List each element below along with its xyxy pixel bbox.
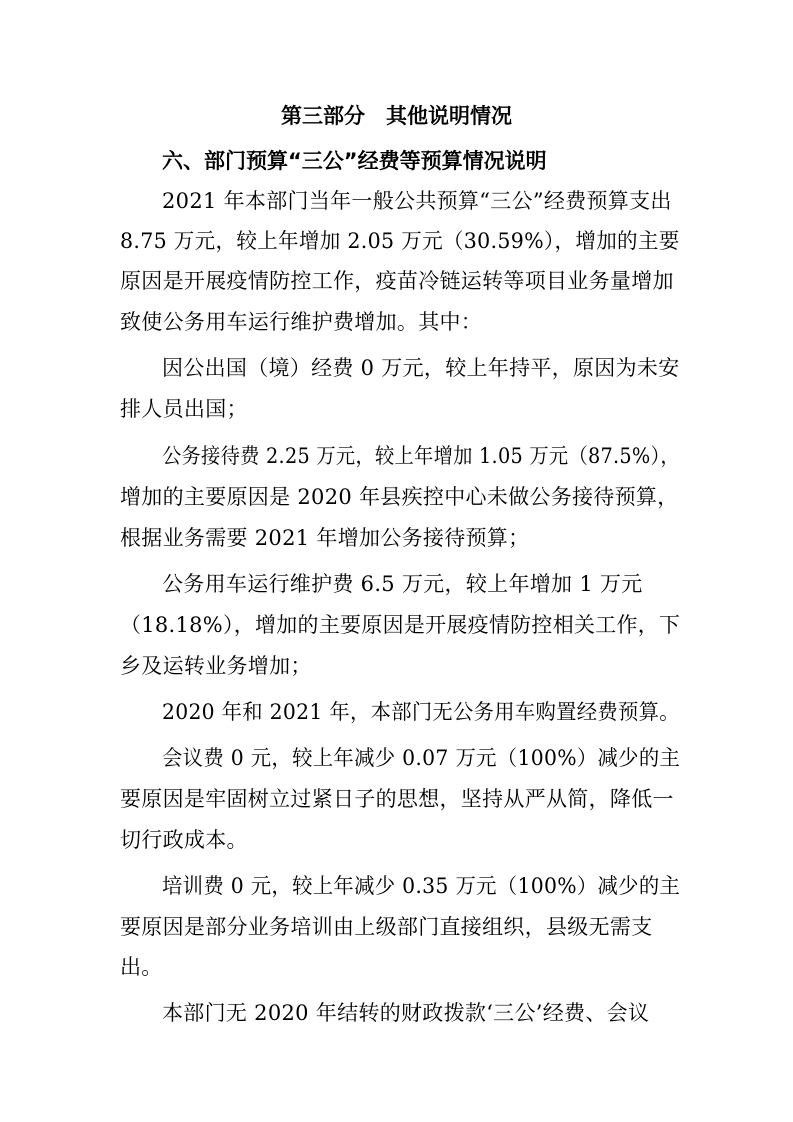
section-heading: 六、部门预算“三公”经费等预算情况说明 <box>162 149 547 173</box>
paragraph-line: 原因是开展疫情防控工作，疫苗冷链运转等项目业务量增加 <box>120 269 674 293</box>
paragraph-line: 会议费 0 元，较上年减少 0.07 万元（100%）减少的主 <box>162 746 681 770</box>
paragraph-line: 2021 年本部门当年一般公共预算“三公”经费预算支出 <box>162 189 672 213</box>
section-title: 第三部分 其他说明情况 <box>281 104 512 128</box>
paragraph-line: 公务接待费 2.25 万元，较上年增加 1.05 万元（87.5%）， <box>162 444 680 468</box>
paragraph-line: 公务用车运行维护费 6.5 万元，较上年增加 1 万元 <box>162 572 643 596</box>
paragraph-line: 增加的主要原因是 2020 年县疾控中心未做公务接待预算， <box>120 485 679 509</box>
paragraph-line: 因公出国（境）经费 0 万元，较上年持平，原因为未安 <box>162 356 680 380</box>
paragraph-line: 切行政成本。 <box>120 828 248 852</box>
paragraph-line: 排人员出国； <box>120 397 248 421</box>
paragraph-line: （18.18%），增加的主要原因是开展疫情防控相关工作，下 <box>120 613 681 637</box>
paragraph-line: 要原因是部分业务培训由上级部门直接组织，县级无需支 <box>120 915 653 939</box>
paragraph-line: 2020 年和 2021 年，本部门无公务用车购置经费预算。 <box>162 700 680 724</box>
paragraph-line: 致使公务用车运行维护费增加。其中： <box>120 310 483 334</box>
paragraph-line: 要原因是牢固树立过紧日子的思想，坚持从严从简，降低一 <box>120 787 674 811</box>
paragraph-line: 乡及运转业务增加； <box>120 654 312 678</box>
paragraph-line: 8.75 万元，较上年增加 2.05 万元（30.59%），增加的主要 <box>120 229 680 253</box>
paragraph-line: 本部门无 2020 年结转的财政拨款‘三公’经费、会议 <box>162 1001 650 1025</box>
paragraph-line: 根据业务需要 2021 年增加公务接待预算； <box>120 526 530 550</box>
paragraph-line: 出。 <box>120 955 163 979</box>
paragraph-line: 培训费 0 元，较上年减少 0.35 万元（100%）减少的主 <box>162 874 681 898</box>
